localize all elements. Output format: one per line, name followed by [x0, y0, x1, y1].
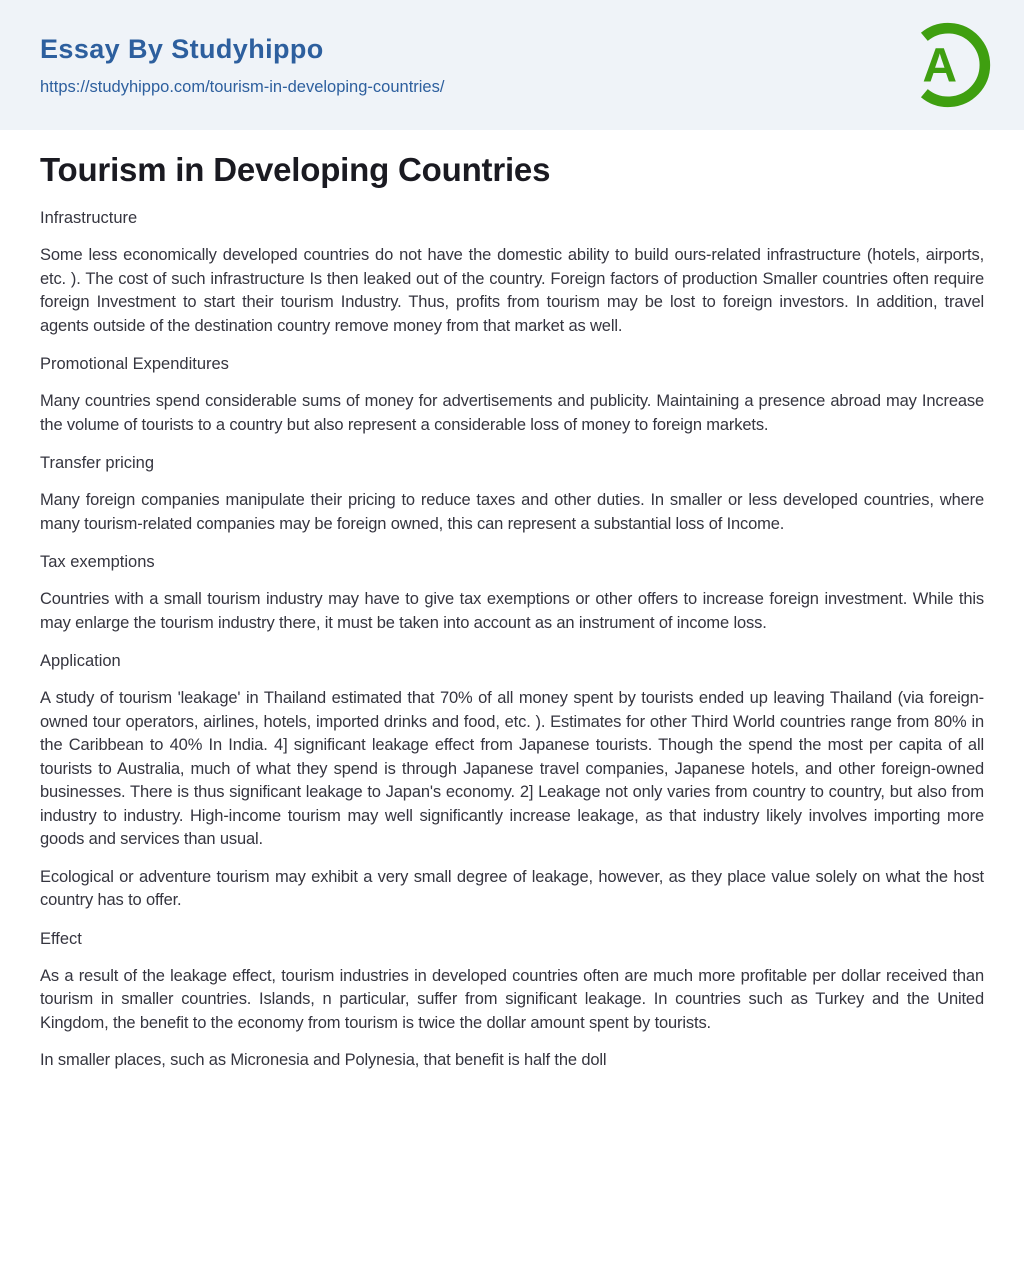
section-promotional-expenditures: [40, 352, 984, 437]
studyhippo-logo-icon: [902, 19, 994, 111]
paragraph: A study of tourism 'leakage' in Thailand estimated that 70% of all money spent by tourists ended up leaving Thailand (via foreign-owned tour operators, airlines, hotels, imported drinks and food, etc. ). Estimates for other Third World countries range from 80% in the Caribbean to 40% In India. 4] significant leakage effect from Japanese tourists. Though the spend the most per capita of all tourists to Australia, much of what they spend is through Japanese travel companies, Japanese hotels, and other foreign-owned businesses. There is thus significant leakage to Japan's economy. 2] Leakage not only varies from country to country, but also from industry to industry. High-income tourism may well significantly increase leakage, as that industry likely involves importing more goods and services than usual.: [40, 689, 984, 848]
paragraph: As a result of the leakage effect, tourism industries in developed countries often are much more profitable per dollar received than tourism in smaller countries. Islands, n particular, suffer from significant leakage. In countries such as Turkey and the United Kingdom, the benefit to the economy from tourism is twice the dollar amount spent by tourists.: [40, 966, 984, 1032]
page-title: Tourism in Developing Countries: [40, 151, 551, 188]
section-transfer-pricing: [40, 451, 984, 536]
section-heading-infrastructure: Infrastructure: [40, 209, 138, 227]
paragraph: Countries with a small tourism industry may have to give tax exemptions or other offers to increase foreign investment. While this may enlarge the tourism industry there, it must be taken into account as an instrument of income loss.: [40, 590, 984, 632]
paragraph: Many foreign companies manipulate their pricing to reduce taxes and other duties. In smaller or less developed countries, where many tourism-related companies may be foreign owned, this can represent a substantial loss of Income.: [40, 491, 984, 533]
page-url-link[interactable]: https://studyhippo.com/tourism-in-developing-countries/: [40, 77, 445, 96]
article-body: [0, 130, 1024, 1117]
section-heading-promotional-expenditures: Promotional Expenditures: [40, 355, 229, 373]
section-tax-exemptions: [40, 550, 984, 635]
paragraph: Many countries spend considerable sums of money for advertisements and publicity. Maintaining a presence abroad may Increase the volume of tourists to a country but also represent a considerable loss of money to foreign markets.: [40, 392, 984, 434]
section-heading-application: Application: [40, 652, 121, 670]
paragraph: Ecological or adventure tourism may exhibit a very small degree of leakage, however, as they place value solely on what the host country has to offer.: [40, 867, 984, 909]
section-application: [40, 649, 984, 913]
logo-letter: A: [922, 39, 957, 93]
studyhippo-logo: [902, 19, 994, 111]
header-text-block: [40, 34, 444, 97]
paragraph: Some less economically developed countries do not have the domestic ability to build ours-related infrastructure (hotels, airports, etc. ). The cost of such infrastructure Is then leaked out of the country. Foreign factors of production Smaller countries often require foreign Investment to start their tourism Industry. Thus, profits from tourism may be lost to foreign investors. In addition, travel agents outside of the destination country remove money from that market as well.: [40, 246, 984, 335]
paragraph: In smaller places, such as Micronesia and Polynesia, that benefit is half the doll: [40, 1051, 607, 1069]
site-title: Essay By Studyhippo: [40, 33, 324, 64]
page-header: [0, 0, 1024, 130]
section-effect: [40, 927, 984, 1073]
section-infrastructure: [40, 206, 984, 338]
section-heading-effect: Effect: [40, 929, 82, 948]
section-heading-tax-exemptions: Tax exemptions: [40, 553, 155, 571]
section-heading-transfer-pricing: Transfer pricing: [40, 454, 155, 472]
